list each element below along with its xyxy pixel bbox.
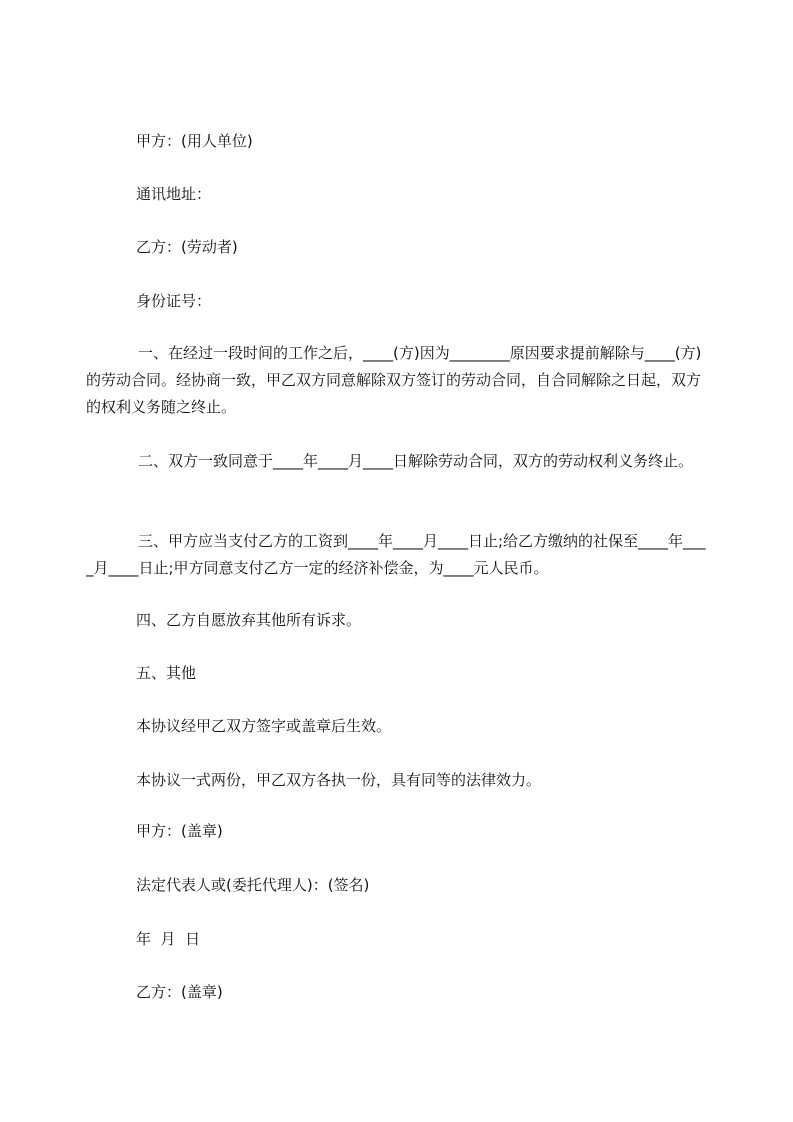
clause-2: 二、双方一致同意于____年____月____日解除劳动合同，双方的劳动权利义务终止。 — [138, 452, 694, 470]
clause-5-heading: 五、其他 — [136, 664, 197, 682]
copies-clause: 本协议一式两份，甲乙双方各执一份，具有同等的法律效力。 — [136, 771, 542, 789]
date-line: 年 月 日 — [136, 930, 201, 948]
party-b-label: 乙方：(劳动者) — [136, 238, 238, 256]
party-a-seal: 甲方：(盖章) — [136, 822, 223, 840]
legal-representative-signature: 法定代表人或(委托代理人)：(签名) — [136, 876, 370, 894]
clause-3: 三、甲方应当支付乙方的工资到____年____月____日止;给乙方缴纳的社保至____年____月____日止;甲方同意支付乙方一定的经济补偿金，为____元人民币。 — [86, 532, 706, 577]
clause-1: 一、在经过一段时间的工作之后，____(方)因为________原因要求提前解除与____(方)的劳动合同。经协商一致，甲乙双方同意解除双方签订的劳动合同，自合同解除之日起，双方的权利义务随之终止。 — [86, 344, 702, 416]
id-number-label: 身份证号： — [136, 292, 212, 310]
effect-clause: 本协议经甲乙双方签字或盖章后生效。 — [136, 717, 392, 735]
mailing-address-label: 通讯地址： — [136, 185, 212, 203]
clause-4: 四、乙方自愿放弃其他所有诉求。 — [136, 611, 362, 629]
party-a-label: 甲方：(用人单位) — [136, 132, 253, 150]
party-b-seal: 乙方：(盖章) — [136, 983, 223, 1001]
